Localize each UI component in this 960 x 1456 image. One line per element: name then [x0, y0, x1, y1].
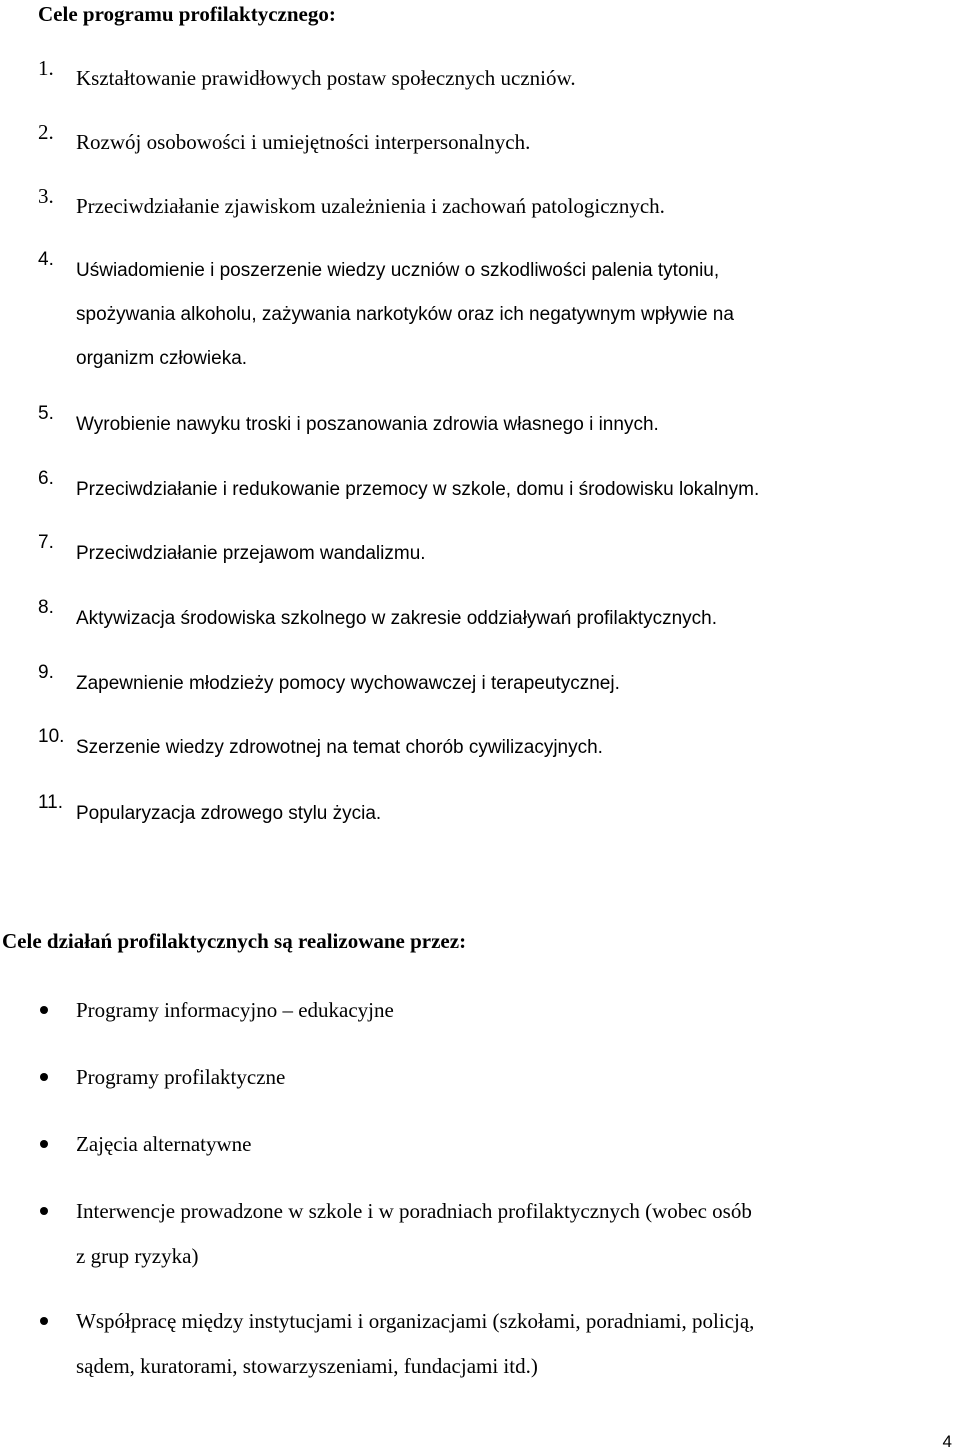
method-text-line: z grup ryzyka): [76, 1244, 199, 1268]
goal-number: 4.: [38, 249, 54, 270]
goal-text: Rozwój osobowości i umiejętności interpersonalnych.: [76, 130, 531, 154]
bullet-icon: [40, 1317, 48, 1325]
method-text-line: Interwencje prowadzone w szkole i w poradniach profilaktycznych (wobec osób: [76, 1199, 752, 1223]
goal-number: 5.: [38, 403, 54, 424]
bullet-icon: [40, 1140, 48, 1148]
bullet-icon: [40, 1207, 48, 1215]
goal-text: Przeciwdziałanie zjawiskom uzależnienia i zachowań patologicznych.: [76, 194, 665, 218]
bullet-icon: [40, 1073, 48, 1081]
method-text: Programy profilaktyczne: [76, 1065, 286, 1089]
goal-number: 8.: [38, 597, 54, 618]
method-text: Zajęcia alternatywne: [76, 1132, 252, 1156]
goal-number: 6.: [38, 468, 54, 489]
goal-text-line: spożywania alkoholu, zażywania narkotyków oraz ich negatywnym wpływie na: [76, 304, 734, 325]
goal-text: Szerzenie wiedzy zdrowotnej na temat chorób cywilizacyjnych.: [76, 737, 603, 758]
goal-text-line: Uświadomienie i poszerzenie wiedzy uczniów o szkodliwości palenia tytoniu,: [76, 260, 720, 281]
bullet-icon: [40, 1006, 48, 1014]
methods-heading: Cele działań profilaktycznych są realizowane przez:: [2, 929, 467, 953]
method-text-line: sądem, kuratorami, stowarzyszeniami, fundacjami itd.): [76, 1354, 538, 1378]
method-text-line: Współpracę między instytucjami i organizacjami (szkołami, poradniami, policją,: [76, 1309, 755, 1333]
goal-number: 1.: [38, 56, 54, 80]
goal-text: Wyrobienie nawyku troski i poszanowania zdrowia własnego i innych.: [76, 414, 659, 435]
goal-text: Popularyzacja zdrowego stylu życia.: [76, 803, 382, 824]
goal-text: Aktywizacja środowiska szkolnego w zakresie oddziaływań profilaktycznych.: [76, 608, 717, 629]
goals-heading: Cele programu profilaktycznego:: [38, 2, 336, 26]
goal-text: Zapewnienie młodzieży pomocy wychowawczej i terapeutycznej.: [76, 673, 620, 694]
goal-text: Kształtowanie prawidłowych postaw społecznych uczniów.: [76, 66, 576, 90]
goal-text-line: organizm człowieka.: [76, 348, 248, 369]
goal-number: 9.: [38, 662, 54, 683]
page-number: 4: [942, 1432, 952, 1451]
goal-text: Przeciwdziałanie przejawom wandalizmu.: [76, 543, 426, 564]
goal-text: Przeciwdziałanie i redukowanie przemocy w szkole, domu i środowisku lokalnym.: [76, 479, 760, 500]
method-text: Programy informacyjno – edukacyjne: [76, 998, 394, 1022]
goal-number: 2.: [38, 120, 54, 144]
goal-number: 10.: [38, 726, 65, 747]
goal-number: 7.: [38, 532, 54, 553]
goal-number: 11.: [38, 792, 64, 813]
goal-number: 3.: [38, 184, 54, 208]
